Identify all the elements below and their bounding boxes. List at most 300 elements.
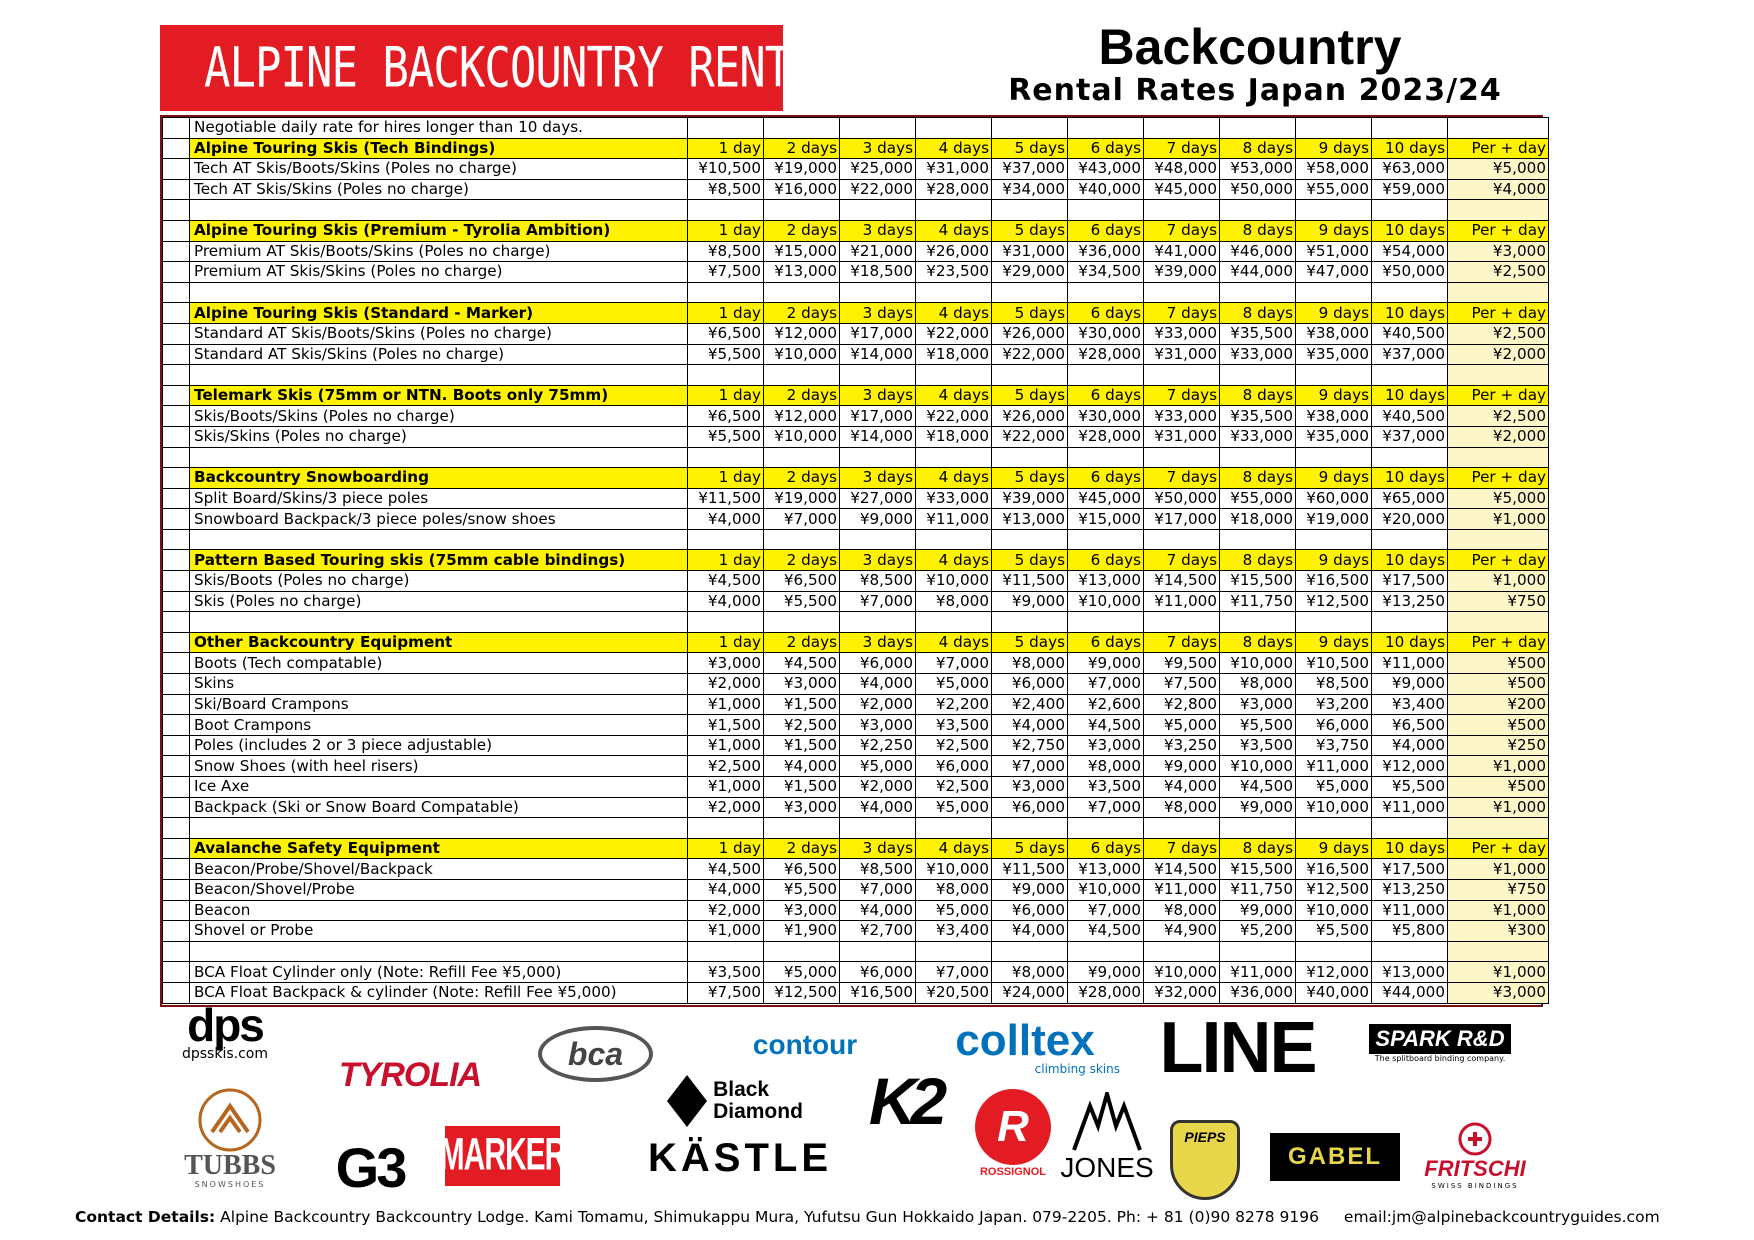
price-cell: ¥44,000 — [1372, 982, 1448, 1003]
empty-cell — [840, 365, 916, 386]
price-cell: ¥37,000 — [1372, 426, 1448, 447]
row-gutter — [163, 941, 190, 962]
price-cell: ¥3,500 — [916, 715, 992, 736]
price-cell: ¥6,500 — [688, 406, 764, 427]
column-header: 2 days — [764, 138, 840, 159]
empty-cell — [688, 447, 764, 468]
black-diamond-icon — [667, 1075, 707, 1127]
price-cell: ¥2,000 — [840, 777, 916, 798]
tyrolia-logo-text: TYROLIA — [338, 1056, 482, 1094]
price-cell: ¥6,000 — [840, 962, 916, 983]
price-cell: ¥5,000 — [1144, 715, 1220, 736]
pieps-logo-text: PIEPS — [1184, 1129, 1226, 1145]
table-note: Negotiable daily rate for hires longer than 10 days. — [190, 118, 688, 139]
empty-cell — [1220, 818, 1296, 839]
g3-logo — [320, 1135, 420, 1199]
line-logo-text: LINE — [1159, 1008, 1316, 1088]
empty-cell — [764, 529, 840, 550]
table-row — [163, 241, 1549, 262]
k2-logo-text: K2 — [868, 1064, 942, 1138]
empty-cell — [916, 447, 992, 468]
per-day-price: ¥250 — [1448, 735, 1549, 756]
item-name: Boot Crampons — [190, 715, 688, 736]
column-header: 3 days — [840, 468, 916, 489]
column-header: 8 days — [1220, 220, 1296, 241]
row-gutter — [163, 879, 190, 900]
per-day-price: ¥1,000 — [1448, 797, 1549, 818]
empty-cell — [992, 941, 1068, 962]
price-cell: ¥12,500 — [764, 982, 840, 1003]
price-cell: ¥8,000 — [1144, 797, 1220, 818]
per-day-price: ¥3,000 — [1448, 241, 1549, 262]
table-row — [163, 179, 1549, 200]
spacer-row — [163, 529, 1549, 550]
section-header-row — [163, 550, 1549, 571]
price-cell: ¥39,000 — [992, 488, 1068, 509]
empty-cell — [1372, 282, 1448, 303]
row-gutter — [163, 818, 190, 839]
row-gutter — [163, 426, 190, 447]
price-cell: ¥16,500 — [1296, 571, 1372, 592]
price-cell: ¥13,250 — [1372, 591, 1448, 612]
empty-cell — [916, 200, 992, 221]
price-cell: ¥48,000 — [1144, 159, 1220, 180]
empty-cell — [916, 529, 992, 550]
price-cell: ¥6,000 — [992, 674, 1068, 695]
column-header-per-day: Per + day — [1448, 550, 1549, 571]
price-cell: ¥5,000 — [916, 900, 992, 921]
column-header: 7 days — [1144, 138, 1220, 159]
contact-label: Contact Details: — [75, 1208, 216, 1226]
price-cell: ¥9,000 — [1220, 797, 1296, 818]
table-row — [163, 591, 1549, 612]
price-cell: ¥63,000 — [1372, 159, 1448, 180]
price-cell: ¥9,000 — [1144, 756, 1220, 777]
price-cell: ¥7,000 — [916, 962, 992, 983]
price-cell: ¥2,250 — [840, 735, 916, 756]
column-header: 10 days — [1372, 385, 1448, 406]
column-header: 1 day — [688, 138, 764, 159]
price-cell: ¥8,500 — [1296, 674, 1372, 695]
empty-cell — [1372, 118, 1448, 139]
price-cell: ¥12,500 — [1296, 879, 1372, 900]
item-name: Skis/Boots/Skins (Poles no charge) — [190, 406, 688, 427]
empty-cell — [1144, 365, 1220, 386]
price-cell: ¥4,000 — [688, 591, 764, 612]
pieps-logo — [1170, 1120, 1240, 1200]
dps-logo-text: dps — [187, 999, 263, 1051]
price-cell: ¥17,500 — [1372, 571, 1448, 592]
table-row — [163, 756, 1549, 777]
section-title: Backcountry Snowboarding — [190, 468, 688, 489]
column-header-per-day: Per + day — [1448, 303, 1549, 324]
price-cell: ¥1,500 — [764, 694, 840, 715]
price-cell: ¥11,500 — [992, 859, 1068, 880]
item-name: Skis (Poles no charge) — [190, 591, 688, 612]
table-row — [163, 694, 1549, 715]
row-gutter — [163, 509, 190, 530]
table-row — [163, 777, 1549, 798]
empty-cell — [1372, 200, 1448, 221]
empty-cell — [1220, 612, 1296, 633]
price-cell: ¥60,000 — [1296, 488, 1372, 509]
price-cell: ¥3,750 — [1296, 735, 1372, 756]
per-day-price: ¥500 — [1448, 653, 1549, 674]
column-header: 8 days — [1220, 468, 1296, 489]
price-cell: ¥35,000 — [1296, 344, 1372, 365]
item-name: Skis/Boots (Poles no charge) — [190, 571, 688, 592]
column-header: 7 days — [1144, 220, 1220, 241]
column-header: 2 days — [764, 220, 840, 241]
column-header: 2 days — [764, 468, 840, 489]
empty-cell — [840, 282, 916, 303]
price-cell: ¥2,000 — [840, 694, 916, 715]
price-cell: ¥4,500 — [764, 653, 840, 674]
price-cell: ¥19,000 — [764, 488, 840, 509]
section-title: Alpine Touring Skis (Premium - Tyrolia Ambition) — [190, 220, 688, 241]
price-cell: ¥3,000 — [1068, 735, 1144, 756]
price-cell: ¥28,000 — [1068, 344, 1144, 365]
price-cell: ¥18,000 — [916, 344, 992, 365]
price-cell: ¥17,000 — [840, 406, 916, 427]
fritschi-emblem-icon — [1458, 1122, 1492, 1156]
column-header: 5 days — [992, 550, 1068, 571]
empty-cell — [688, 200, 764, 221]
brand-logos — [150, 999, 1570, 1199]
price-cell: ¥24,000 — [992, 982, 1068, 1003]
table-row — [163, 900, 1549, 921]
price-cell: ¥12,500 — [1296, 591, 1372, 612]
price-cell: ¥35,000 — [1296, 426, 1372, 447]
price-cell: ¥28,000 — [1068, 982, 1144, 1003]
dps-logo — [150, 999, 300, 1062]
per-day-price: ¥4,000 — [1448, 179, 1549, 200]
empty-cell — [1220, 282, 1296, 303]
price-cell: ¥4,000 — [840, 900, 916, 921]
price-cell: ¥15,000 — [1068, 509, 1144, 530]
column-header: 1 day — [688, 385, 764, 406]
price-cell: ¥9,000 — [992, 879, 1068, 900]
table-row — [163, 406, 1549, 427]
empty-cell — [190, 529, 688, 550]
bca-logo — [538, 1026, 653, 1082]
empty-cell — [1296, 612, 1372, 633]
column-header: 5 days — [992, 632, 1068, 653]
row-gutter — [163, 406, 190, 427]
price-cell: ¥5,500 — [1220, 715, 1296, 736]
empty-cell — [1372, 447, 1448, 468]
row-gutter — [163, 921, 190, 942]
table-row — [163, 344, 1549, 365]
price-cell: ¥7,500 — [688, 262, 764, 283]
price-cell: ¥19,000 — [1296, 509, 1372, 530]
empty-cell — [1068, 200, 1144, 221]
item-name: Beacon/Shovel/Probe — [190, 879, 688, 900]
price-cell: ¥6,000 — [1296, 715, 1372, 736]
price-cell: ¥2,000 — [688, 900, 764, 921]
price-cell: ¥34,000 — [992, 179, 1068, 200]
empty-cell — [1448, 118, 1549, 139]
item-name: Tech AT Skis/Skins (Poles no charge) — [190, 179, 688, 200]
empty-cell — [916, 818, 992, 839]
row-gutter — [163, 468, 190, 489]
per-day-price: ¥750 — [1448, 879, 1549, 900]
price-cell: ¥43,000 — [1068, 159, 1144, 180]
column-header: 10 days — [1372, 220, 1448, 241]
price-cell: ¥19,000 — [764, 159, 840, 180]
per-day-price: ¥5,000 — [1448, 159, 1549, 180]
price-cell: ¥31,000 — [916, 159, 992, 180]
spacer-row — [163, 365, 1549, 386]
column-header: 8 days — [1220, 385, 1296, 406]
per-day-price: ¥3,000 — [1448, 982, 1549, 1003]
price-cell: ¥13,000 — [1372, 962, 1448, 983]
column-header: 2 days — [764, 838, 840, 859]
empty-cell — [1296, 200, 1372, 221]
empty-cell — [1296, 941, 1372, 962]
column-header: 1 day — [688, 220, 764, 241]
column-header: 4 days — [916, 550, 992, 571]
empty-cell — [688, 118, 764, 139]
per-day-price: ¥500 — [1448, 715, 1549, 736]
section-title: Alpine Touring Skis (Tech Bindings) — [190, 138, 688, 159]
price-cell: ¥10,000 — [1220, 653, 1296, 674]
column-header: 1 day — [688, 632, 764, 653]
row-gutter — [163, 447, 190, 468]
empty-cell — [688, 365, 764, 386]
price-cell: ¥18,000 — [1220, 509, 1296, 530]
table-row — [163, 426, 1549, 447]
page-title: Backcountry — [1098, 19, 1402, 75]
empty-cell — [1372, 612, 1448, 633]
column-header: 9 days — [1296, 468, 1372, 489]
price-cell: ¥6,500 — [1372, 715, 1448, 736]
empty-cell — [190, 365, 688, 386]
column-header: 4 days — [916, 303, 992, 324]
line-logo — [1150, 1008, 1325, 1088]
row-gutter — [163, 550, 190, 571]
price-cell: ¥5,500 — [764, 591, 840, 612]
row-gutter — [163, 632, 190, 653]
table-row — [163, 982, 1549, 1003]
logo-text: ALPINE BACKCOUNTRY RENTAL — [204, 36, 842, 100]
price-cell: ¥5,000 — [916, 797, 992, 818]
row-gutter — [163, 385, 190, 406]
row-gutter — [163, 282, 190, 303]
price-cell: ¥10,000 — [1068, 591, 1144, 612]
contour-logo — [720, 1028, 890, 1062]
price-cell: ¥4,000 — [764, 756, 840, 777]
price-cell: ¥2,200 — [916, 694, 992, 715]
price-cell: ¥22,000 — [992, 344, 1068, 365]
item-name: Skins — [190, 674, 688, 695]
price-cell: ¥4,500 — [1220, 777, 1296, 798]
price-cell: ¥14,000 — [840, 344, 916, 365]
price-cell: ¥1,500 — [688, 715, 764, 736]
bca-logo-text: bca — [567, 1035, 624, 1072]
column-header: 8 days — [1220, 632, 1296, 653]
empty-cell — [840, 118, 916, 139]
row-gutter — [163, 797, 190, 818]
price-cell: ¥40,000 — [1296, 982, 1372, 1003]
price-cell: ¥8,000 — [992, 962, 1068, 983]
empty-cell — [840, 529, 916, 550]
per-day-price: ¥300 — [1448, 921, 1549, 942]
price-cell: ¥31,000 — [992, 241, 1068, 262]
price-cell: ¥22,000 — [840, 179, 916, 200]
price-cell: ¥10,000 — [1220, 756, 1296, 777]
column-header: 7 days — [1144, 468, 1220, 489]
price-cell: ¥6,000 — [992, 797, 1068, 818]
price-cell: ¥5,500 — [764, 879, 840, 900]
price-cell: ¥2,000 — [688, 674, 764, 695]
price-cell: ¥3,000 — [840, 715, 916, 736]
column-header: 2 days — [764, 550, 840, 571]
empty-cell — [1068, 529, 1144, 550]
price-cell: ¥9,000 — [1220, 900, 1296, 921]
price-cell: ¥18,000 — [916, 426, 992, 447]
price-cell: ¥3,200 — [1296, 694, 1372, 715]
price-cell: ¥5,000 — [840, 756, 916, 777]
section-header-row — [163, 303, 1549, 324]
price-cell: ¥6,000 — [840, 653, 916, 674]
section-title: Other Backcountry Equipment — [190, 632, 688, 653]
price-cell: ¥65,000 — [1372, 488, 1448, 509]
price-cell: ¥55,000 — [1220, 488, 1296, 509]
price-cell: ¥28,000 — [1068, 426, 1144, 447]
price-cell: ¥14,500 — [1144, 859, 1220, 880]
section-header-row — [163, 385, 1549, 406]
per-day-price: ¥200 — [1448, 694, 1549, 715]
column-header: 9 days — [1296, 303, 1372, 324]
price-cell: ¥45,000 — [1144, 179, 1220, 200]
column-header-per-day: Per + day — [1448, 220, 1549, 241]
row-gutter — [163, 200, 190, 221]
empty-cell — [764, 447, 840, 468]
column-header: 10 days — [1372, 632, 1448, 653]
column-header: 4 days — [916, 838, 992, 859]
column-header: 9 days — [1296, 632, 1372, 653]
empty-cell — [1448, 447, 1549, 468]
item-name: Standard AT Skis/Boots/Skins (Poles no charge) — [190, 323, 688, 344]
empty-cell — [1220, 365, 1296, 386]
price-cell: ¥13,000 — [1068, 571, 1144, 592]
price-cell: ¥21,000 — [840, 241, 916, 262]
column-header: 6 days — [1068, 838, 1144, 859]
item-name: Beacon/Probe/Shovel/Backpack — [190, 859, 688, 880]
column-header: 6 days — [1068, 385, 1144, 406]
row-gutter — [163, 303, 190, 324]
empty-cell — [688, 941, 764, 962]
item-name: Poles (includes 2 or 3 piece adjustable) — [190, 735, 688, 756]
price-cell: ¥37,000 — [1372, 344, 1448, 365]
price-cell: ¥33,000 — [916, 488, 992, 509]
price-cell: ¥50,000 — [1144, 488, 1220, 509]
item-name: Split Board/Skins/3 piece poles — [190, 488, 688, 509]
column-header: 10 days — [1372, 550, 1448, 571]
rossignol-r-icon — [974, 1088, 1052, 1166]
price-cell: ¥2,500 — [916, 777, 992, 798]
price-cell: ¥9,000 — [1372, 674, 1448, 695]
fritschi-logo — [1410, 1118, 1540, 1193]
empty-cell — [1296, 365, 1372, 386]
price-cell: ¥6,000 — [992, 900, 1068, 921]
price-cell: ¥25,000 — [840, 159, 916, 180]
price-cell: ¥8,000 — [916, 879, 992, 900]
price-cell: ¥35,500 — [1220, 406, 1296, 427]
price-cell: ¥8,500 — [688, 179, 764, 200]
column-header: 3 days — [840, 303, 916, 324]
table-row — [163, 859, 1549, 880]
column-header: 5 days — [992, 385, 1068, 406]
row-gutter — [163, 612, 190, 633]
price-cell: ¥7,000 — [1068, 674, 1144, 695]
price-cell: ¥45,000 — [1068, 488, 1144, 509]
price-cell: ¥3,400 — [1372, 694, 1448, 715]
row-gutter — [163, 674, 190, 695]
row-gutter — [163, 138, 190, 159]
kastle-logo — [595, 1135, 885, 1180]
row-gutter — [163, 529, 190, 550]
empty-cell — [992, 612, 1068, 633]
column-header: 4 days — [916, 220, 992, 241]
column-header: 4 days — [916, 138, 992, 159]
price-cell: ¥2,700 — [840, 921, 916, 942]
price-cell: ¥1,500 — [764, 735, 840, 756]
price-cell: ¥5,000 — [916, 674, 992, 695]
empty-cell — [1296, 818, 1372, 839]
black-diamond-text-2: Diamond — [713, 1100, 803, 1123]
empty-cell — [840, 941, 916, 962]
gabel-logo-text: GABEL — [1288, 1143, 1382, 1170]
empty-cell — [688, 612, 764, 633]
column-header: 4 days — [916, 385, 992, 406]
per-day-price: ¥2,000 — [1448, 344, 1549, 365]
price-cell: ¥31,000 — [1144, 344, 1220, 365]
price-cell: ¥12,000 — [764, 323, 840, 344]
row-gutter — [163, 900, 190, 921]
empty-cell — [1372, 818, 1448, 839]
price-cell: ¥4,000 — [1144, 777, 1220, 798]
per-day-price: ¥1,000 — [1448, 962, 1549, 983]
price-cell: ¥13,000 — [992, 509, 1068, 530]
row-gutter — [163, 365, 190, 386]
price-cell: ¥22,000 — [992, 426, 1068, 447]
column-header: 1 day — [688, 303, 764, 324]
price-cell: ¥1,900 — [764, 921, 840, 942]
section-header-row — [163, 220, 1549, 241]
row-gutter — [163, 859, 190, 880]
jones-mountain-icon — [1072, 1092, 1142, 1152]
table-row — [163, 735, 1549, 756]
per-day-price: ¥2,000 — [1448, 426, 1549, 447]
empty-cell — [1296, 447, 1372, 468]
price-cell: ¥38,000 — [1296, 406, 1372, 427]
row-gutter — [163, 982, 190, 1003]
price-cell: ¥5,500 — [688, 344, 764, 365]
row-gutter — [163, 344, 190, 365]
section-header-row — [163, 468, 1549, 489]
empty-cell — [1220, 941, 1296, 962]
item-name: Beacon — [190, 900, 688, 921]
tyrolia-logo — [330, 1053, 490, 1098]
price-cell: ¥2,000 — [688, 797, 764, 818]
price-cell: ¥10,000 — [764, 426, 840, 447]
price-cell: ¥47,000 — [1296, 262, 1372, 283]
column-header-per-day: Per + day — [1448, 385, 1549, 406]
price-cell: ¥5,500 — [1372, 777, 1448, 798]
item-name: Ski/Board Crampons — [190, 694, 688, 715]
